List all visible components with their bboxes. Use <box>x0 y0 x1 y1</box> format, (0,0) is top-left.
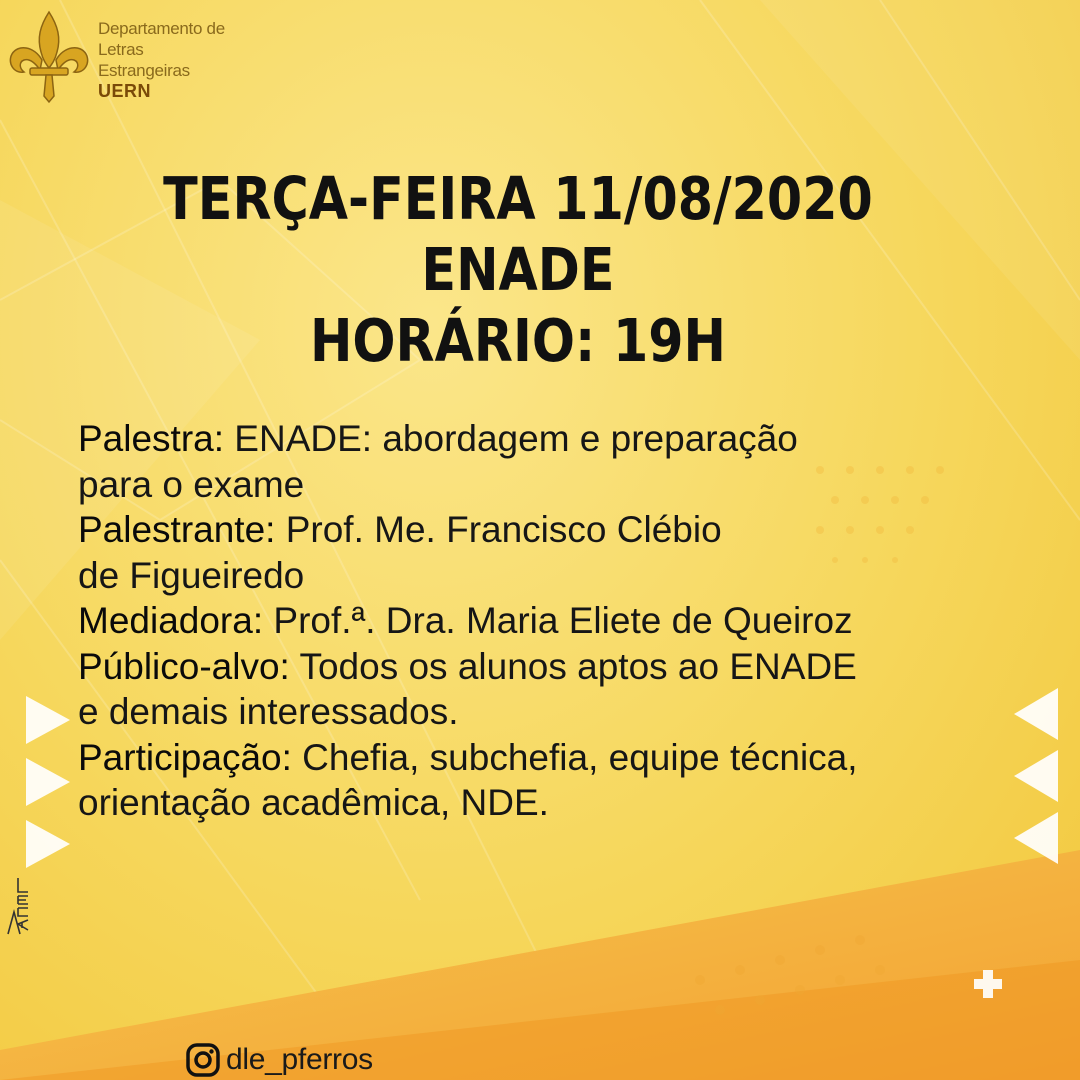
artist-signature <box>4 872 34 936</box>
fleur-de-lis-icon <box>4 8 94 104</box>
publico-label: Público-alvo: <box>78 645 290 687</box>
right-triangle-decor <box>1012 688 1060 866</box>
event-details <box>78 416 1038 826</box>
headline <box>73 163 964 376</box>
participacao-line <box>78 735 1038 781</box>
logo-line-3: Estrangeiras <box>98 61 190 80</box>
headline-date: TERÇA-FEIRA 11/08/2020 <box>163 164 873 233</box>
palestrante-line-2: de Figueiredo <box>78 554 305 596</box>
palestrante-line <box>78 507 1038 553</box>
logo-line-2: Letras <box>98 40 144 59</box>
participacao-line-2: orientação acadêmica, NDE. <box>78 782 549 823</box>
instagram-icon <box>186 1043 220 1077</box>
instagram-handle-text: dle_pferros <box>226 1043 373 1076</box>
publico-line <box>78 644 1038 690</box>
palestra-line <box>78 416 1038 462</box>
instagram-handle[interactable] <box>186 1040 373 1080</box>
mediadora-value: Prof.ª. Dra. Maria Eliete de Queiroz <box>263 600 853 641</box>
palestra-line-2: para o exame <box>78 463 305 505</box>
palestra-value: ENADE: abordagem e preparação <box>224 418 798 459</box>
logo-line-1: Departamento de <box>98 19 225 38</box>
left-triangle-decor <box>26 696 72 872</box>
publico-line-2: e demais interessados. <box>78 691 459 732</box>
department-logo <box>4 8 244 108</box>
headline-time: HORÁRIO: 19H <box>309 306 727 375</box>
participacao-value: Chefia, subchefia, equipe técnica, <box>291 736 858 778</box>
plus-decor-icon <box>972 968 1004 1000</box>
palestrante-label: Palestrante: <box>78 509 276 550</box>
participacao-label: Participação: <box>78 736 292 778</box>
headline-event: ENADE <box>421 235 615 304</box>
palestrante-value: Prof. Me. Francisco Clébio <box>275 509 722 550</box>
logo-uern: UERN <box>98 81 152 101</box>
mediadora-label: Mediadora: <box>78 600 264 641</box>
palestra-label: Palestra: <box>78 418 225 459</box>
publico-value: Todos os alunos aptos ao ENADE <box>289 645 857 687</box>
mediadora-line <box>78 598 1038 644</box>
